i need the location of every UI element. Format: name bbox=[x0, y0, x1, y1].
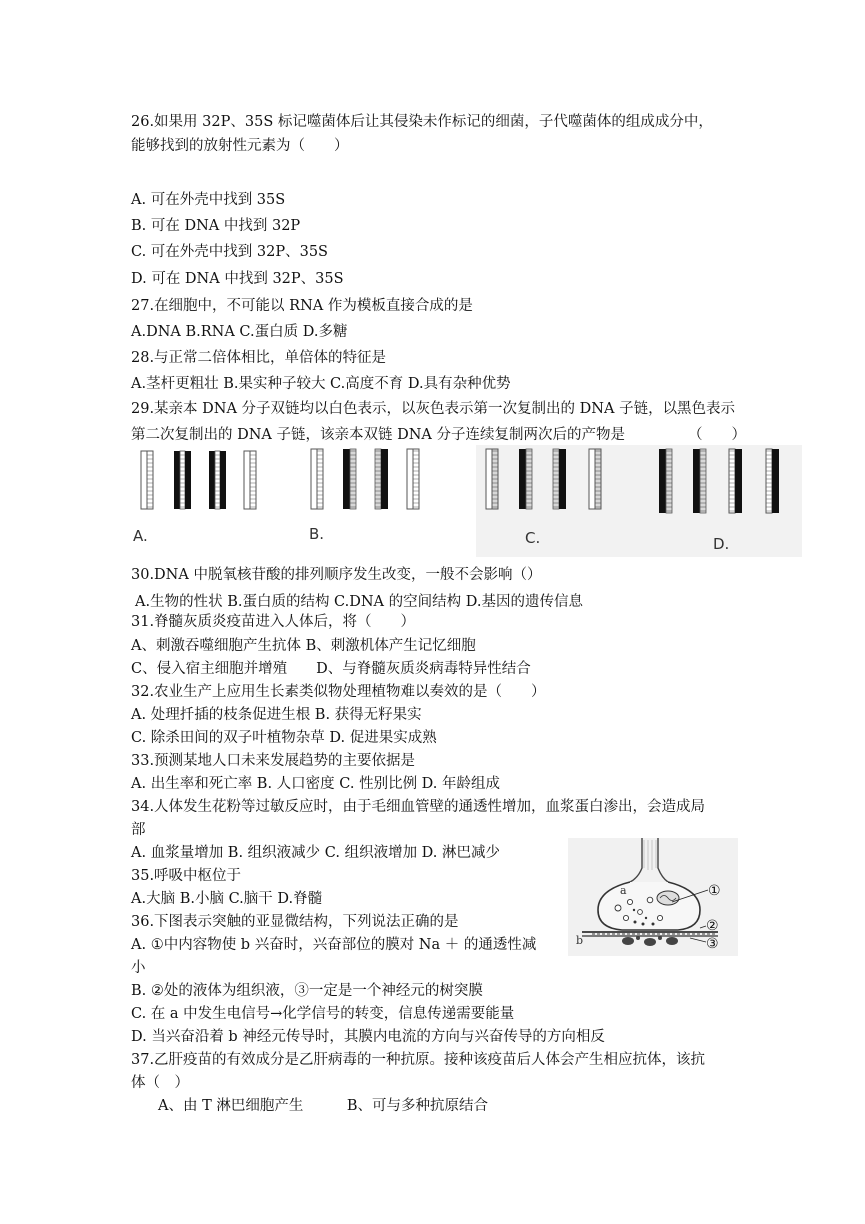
q32-stem: 32.农业生产上应用生长素类似物处理植物难以奏效的是（ ） bbox=[131, 684, 546, 700]
q29-answer-paren: （ ） bbox=[688, 427, 746, 443]
q28-stem: 28.与正常二倍体相比，单倍体的特征是 bbox=[131, 350, 387, 366]
q30-stem: 30.DNA 中脱氧核苷酸的排列顺序发生改变，一般不会影响（） bbox=[131, 567, 542, 583]
q26-stem-line2: 能够找到的放射性元素为（ ） bbox=[131, 138, 349, 154]
q31-options-ab: A、刺激吞噬细胞产生抗体 B、刺激机体产生记忆细胞 bbox=[131, 638, 476, 654]
synaptic-knob bbox=[598, 882, 700, 930]
q31-options-cd: C、侵入宿主细胞并增殖 D、与脊髓灰质炎病毒特异性结合 bbox=[131, 661, 531, 677]
q26-option-c: C. 可在外壳中找到 32P、35S bbox=[131, 244, 328, 260]
synapse-label-3: ③ bbox=[706, 936, 719, 952]
q36-option-a-line1: A. ①中内容物使 b 兴奋时，兴奋部位的膜对 Na ＋ 的通透性减 bbox=[131, 937, 537, 953]
synapse-label-1: ① bbox=[708, 883, 721, 899]
synapse-label-b: b bbox=[576, 934, 584, 947]
q34-stem-line2: 部 bbox=[131, 822, 146, 838]
q36-option-c: C. 在 a 中发生电信号→化学信号的转变，信息传递需要能量 bbox=[131, 1006, 515, 1022]
q34-stem-line1: 34.人体发生花粉等过敏反应时，由于毛细血管壁的通透性增加，血浆蛋白渗出，会造成局 bbox=[131, 799, 706, 815]
q30-options: A.生物的性状 B.蛋白质的结构 C.DNA 的空间结构 D.基因的遗传信息 bbox=[135, 594, 583, 610]
dna-label-a: A. bbox=[133, 527, 148, 545]
q33-stem: 33.预测某地人口未来发展趋势的主要依据是 bbox=[131, 753, 416, 769]
q36-stem: 36.下图表示突触的亚显微结构，下列说法正确的是 bbox=[131, 914, 459, 930]
q27-options: A.DNA B.RNA C.蛋白质 D.多糖 bbox=[131, 324, 348, 340]
q34-options: A. 血浆量增加 B. 组织液减少 C. 组织液增加 D. 淋巴减少 bbox=[131, 845, 501, 861]
q36-option-b: B. ②处的液体为组织液，③一定是一个神经元的树突膜 bbox=[131, 983, 483, 999]
q33-options: A. 出生率和死亡率 B. 人口密度 C. 性别比例 D. 年龄组成 bbox=[131, 776, 501, 792]
synapse-label-a: a bbox=[620, 884, 627, 897]
q32-options-ab: A. 处理扦插的枝条促进生根 B. 获得无籽果实 bbox=[131, 707, 422, 723]
q29-stem-line2: 第二次复制出的 DNA 子链，该亲本双链 DNA 分子连续复制两次后的产物是 bbox=[131, 427, 626, 443]
q28-options: A.茎杆更粗壮 B.果实种子较大 C.高度不育 D.具有杂种优势 bbox=[131, 376, 511, 392]
q26-option-d: D. 可在 DNA 中找到 32P、35S bbox=[131, 271, 344, 287]
synapse-label-2: ② bbox=[706, 918, 719, 934]
q36-option-a-line2: 小 bbox=[131, 960, 146, 976]
q35-options: A.大脑 B.小脑 C.脑干 D.脊髓 bbox=[131, 891, 323, 907]
q27-stem: 27.在细胞中，不可能以 RNA 作为模板直接合成的是 bbox=[131, 298, 473, 314]
dna-label-b: B. bbox=[309, 525, 325, 543]
dna-option-a bbox=[133, 451, 256, 545]
q37-options-ab: A、由 T 淋巴细胞产生 B、可与多种抗原结合 bbox=[158, 1098, 489, 1114]
q31-stem: 31.脊髓灰质炎疫苗进入人体后，将（ ） bbox=[131, 614, 416, 630]
dna-replication-figure bbox=[131, 445, 802, 557]
q36-option-d: D. 当兴奋沿着 b 神经元传导时，其膜内电流的方向与兴奋传导的方向相反 bbox=[131, 1029, 605, 1045]
q35-stem: 35.呼吸中枢位于 bbox=[131, 868, 242, 884]
q26-option-b: B. 可在 DNA 中找到 32P bbox=[131, 218, 301, 234]
q37-stem-line1: 37.乙肝疫苗的有效成分是乙肝病毒的一种抗原。接种该疫苗后人体会产生相应抗体，该抗 bbox=[131, 1052, 706, 1068]
dna-option-c bbox=[476, 445, 802, 557]
dna-label-c: C. bbox=[525, 529, 541, 547]
q26-stem-line1: 26.如果用 32P、35S 标记噬菌体后让其侵染未作标记的细菌，子代噬菌体的组成成分中， bbox=[131, 114, 713, 130]
q26-option-a: A. 可在外壳中找到 35S bbox=[131, 192, 286, 208]
dna-label-d: D. bbox=[713, 535, 730, 553]
q37-stem-line2: 体（ ） bbox=[131, 1075, 189, 1091]
q29-stem-line1: 29.某亲本 DNA 分子双链均以白色表示，以灰色表示第一次复制出的 DNA 子链，以黑色表示 bbox=[131, 401, 736, 417]
dna-option-b bbox=[309, 449, 419, 543]
synapse-figure bbox=[568, 838, 738, 956]
q32-options-cd: C. 除杀田间的双子叶植物杂草 D. 促进果实成熟 bbox=[131, 730, 437, 746]
